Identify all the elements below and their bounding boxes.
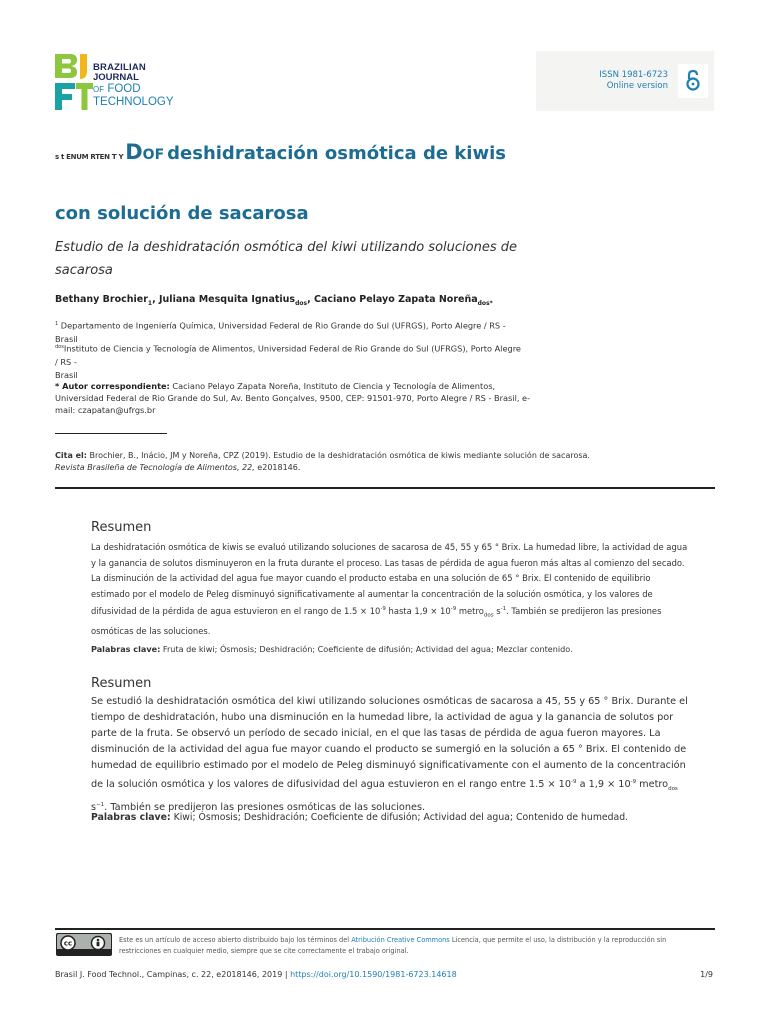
page-number: 1/9	[700, 970, 713, 979]
license-link[interactable]: Atribución Creative Commons	[351, 936, 450, 944]
author-1-mark: 1	[147, 299, 153, 307]
corresponding-text: Caciano Pelayo Zapata Noreña, Instituto de Ciencia y Tecnología de Alimentos, Universidad Federal de Rio Grande do Sul, Av. Bento Gonçalves, 9500, CEP: 91501-970, Porto Alegre / RS - Brasil, e-mail: czapatan@ufrgs.br	[55, 381, 531, 415]
affiliation-text: Instituto de Ciencia y Tecnología de Alimentos, Universidad Federal de Rio Grande do Sul (UFRGS), Porto Alegre / RS -	[55, 343, 521, 367]
title-of: OF	[142, 147, 165, 163]
citation-journal: Revista Brasileña de Tecnología de Alimentos, 22,	[55, 463, 255, 472]
article-title	[55, 140, 506, 164]
logo-line-1: BRAZILIAN	[93, 62, 146, 73]
abstract-text-2: Se estudió la deshidratación osmótica del kiwi utilizando soluciones osmóticas de sacarosa a 45, 55 y 65 ° Brix. Durante el tiempo de deshidratación, hubo una disminución en la humedad libre, la actividad de agua y la ganancia de solutos por parte de la fruta. Se observó un período de secado inicial, en el que las tasas de pérdida de agua fueron mayores. La disminución de la actividad del agua fue mayor cuando el producto se sumergió en la solución a 65 ° Brix. El contenido de humedad de equilibrio estimado por el modelo de Peleg disminuyó significativamente con el aumento de la concentración de la solución osmótica y los valores de difusividad del agua estuvieron en el rango entre $1.5 \times 10^{-9}$ a $1,9 \times 10^{-9}$ metro$_{dos}$ $s^{-1}$. También se predijeron las presiones osmóticas de las soluciones.	[91, 696, 688, 814]
keywords-label: Palabras clave:	[91, 644, 161, 654]
logo-line-2: JOURNAL	[93, 72, 139, 83]
author-2: , Juliana Mesquita Ignatius	[152, 294, 296, 305]
title-garbled-prefix: s t ENUM RTEN T Y	[55, 153, 124, 161]
title-line-2: con solución de sacarosa	[55, 203, 309, 224]
affiliation-text: Departamento de Ingeniería Química, Universidad Federal de Rio Grande do Sul (UFRGS), Porto Alegre / RS -	[60, 320, 506, 331]
journal-logo	[55, 52, 195, 112]
issn-version: Online version	[606, 81, 668, 91]
abstract-heading: Resumen	[91, 520, 152, 535]
corresponding-label: * Autor correspondiente:	[55, 381, 170, 391]
affiliation-mark: 1	[55, 321, 59, 327]
citation-id: e2018146.	[254, 463, 301, 472]
cc-by-license-icon[interactable]	[56, 933, 112, 956]
footer-citation: Brasil J. Food Technol., Campinas, c. 22, e2018146, 2019 | https://doi.org/10.1590/1981-6723.14618	[55, 970, 457, 979]
title-line-1: deshidratación osmótica de kiwis	[167, 143, 506, 164]
affiliation-mark: dos	[55, 344, 64, 350]
affiliation-2	[55, 341, 525, 382]
affiliation-country: Brasil	[55, 369, 78, 380]
citation-label: Cita el:	[55, 451, 87, 460]
keywords	[91, 644, 573, 654]
keywords-label: Palabras clave:	[91, 812, 171, 823]
affiliation-country: Brasil	[55, 333, 78, 344]
short-divider	[55, 433, 167, 434]
keywords-2	[91, 812, 628, 823]
article-subtitle: Estudio de la deshidratación osmótica del kiwi utilizando soluciones de sacarosa	[55, 240, 517, 278]
author-1: Bethany Brochier	[55, 294, 148, 305]
header-divider	[55, 487, 715, 489]
doi-link[interactable]: https://doi.org/10.1590/1981-6723.14618	[290, 970, 457, 979]
keywords-text: Fruta de kiwi; Ósmosis; Deshidración; Coeficiente de difusión; Actividad del agua; Mezclar contenido.	[160, 644, 573, 654]
author-list	[55, 294, 493, 307]
abstract-heading-2: Resumen	[91, 676, 152, 691]
keywords-text: Kiwi; Ósmosis; Deshidración; Coeficiente de difusión; Actividad del agua; Contenido de humedad.	[170, 812, 629, 823]
logo-line-4: TECHNOLOGY	[93, 96, 174, 108]
svg-text:cc: cc	[63, 939, 73, 948]
logo-line-3: FOOD	[107, 83, 141, 95]
open-access-icon[interactable]	[678, 64, 708, 98]
citation-text: Brochier, B., Inácio, JM y Noreña, CPZ (2019). Estudio de la deshidratación osmótica de kiwis mediante solución de sacarosa.	[87, 451, 590, 460]
author-3: , Caciano Pelayo Zapata Noreña	[307, 294, 478, 305]
title-drop-letter: D	[125, 140, 143, 164]
license-text: Este es un artículo de acceso abierto distribuido bajo los términos del Atribución Creative Commons Licencia, que permite el uso, la distribución y la reproducción sin restricciones en cualquier medio, siempre que se cite correctamente el trabajo original.	[119, 936, 667, 955]
logo-line-3-pre: OF	[93, 85, 105, 94]
corresponding-author	[55, 380, 545, 416]
author-2-mark: dos	[295, 299, 308, 307]
author-3-mark: dos*	[477, 299, 493, 307]
footer-divider	[55, 928, 715, 930]
issn-number: ISSN 1981-6723	[599, 70, 668, 80]
citation-block	[55, 450, 675, 474]
issn-panel	[536, 51, 714, 111]
abstract-text: La deshidratación osmótica de kiwis se evaluó utilizando soluciones de sacarosa de 45, 55 y 65 ° Brix. La humedad libre, la actividad de agua y la ganancia de solutos disminuyeron en la fruta durante el proceso. Las tasas de pérdida de agua fueron más altas al comienzo del secado. La disminución de la actividad del agua fue mayor cuando el producto estaba en una solución de 65 ° Brix. El contenido de equilibrio estimado por el modelo de Peleg disminuyó significativamente al aumentar la concentración de la solución osmótica, y los valores de difusividad de la pérdida de agua estuvieron en el rango de $1.5 \times 10^{-9}$ hasta $1,9 \times 10^{-9}$ metro$_{dos}$ $s^{-1}$. También se predijeron las presiones osmóticas de las soluciones.	[91, 542, 688, 637]
